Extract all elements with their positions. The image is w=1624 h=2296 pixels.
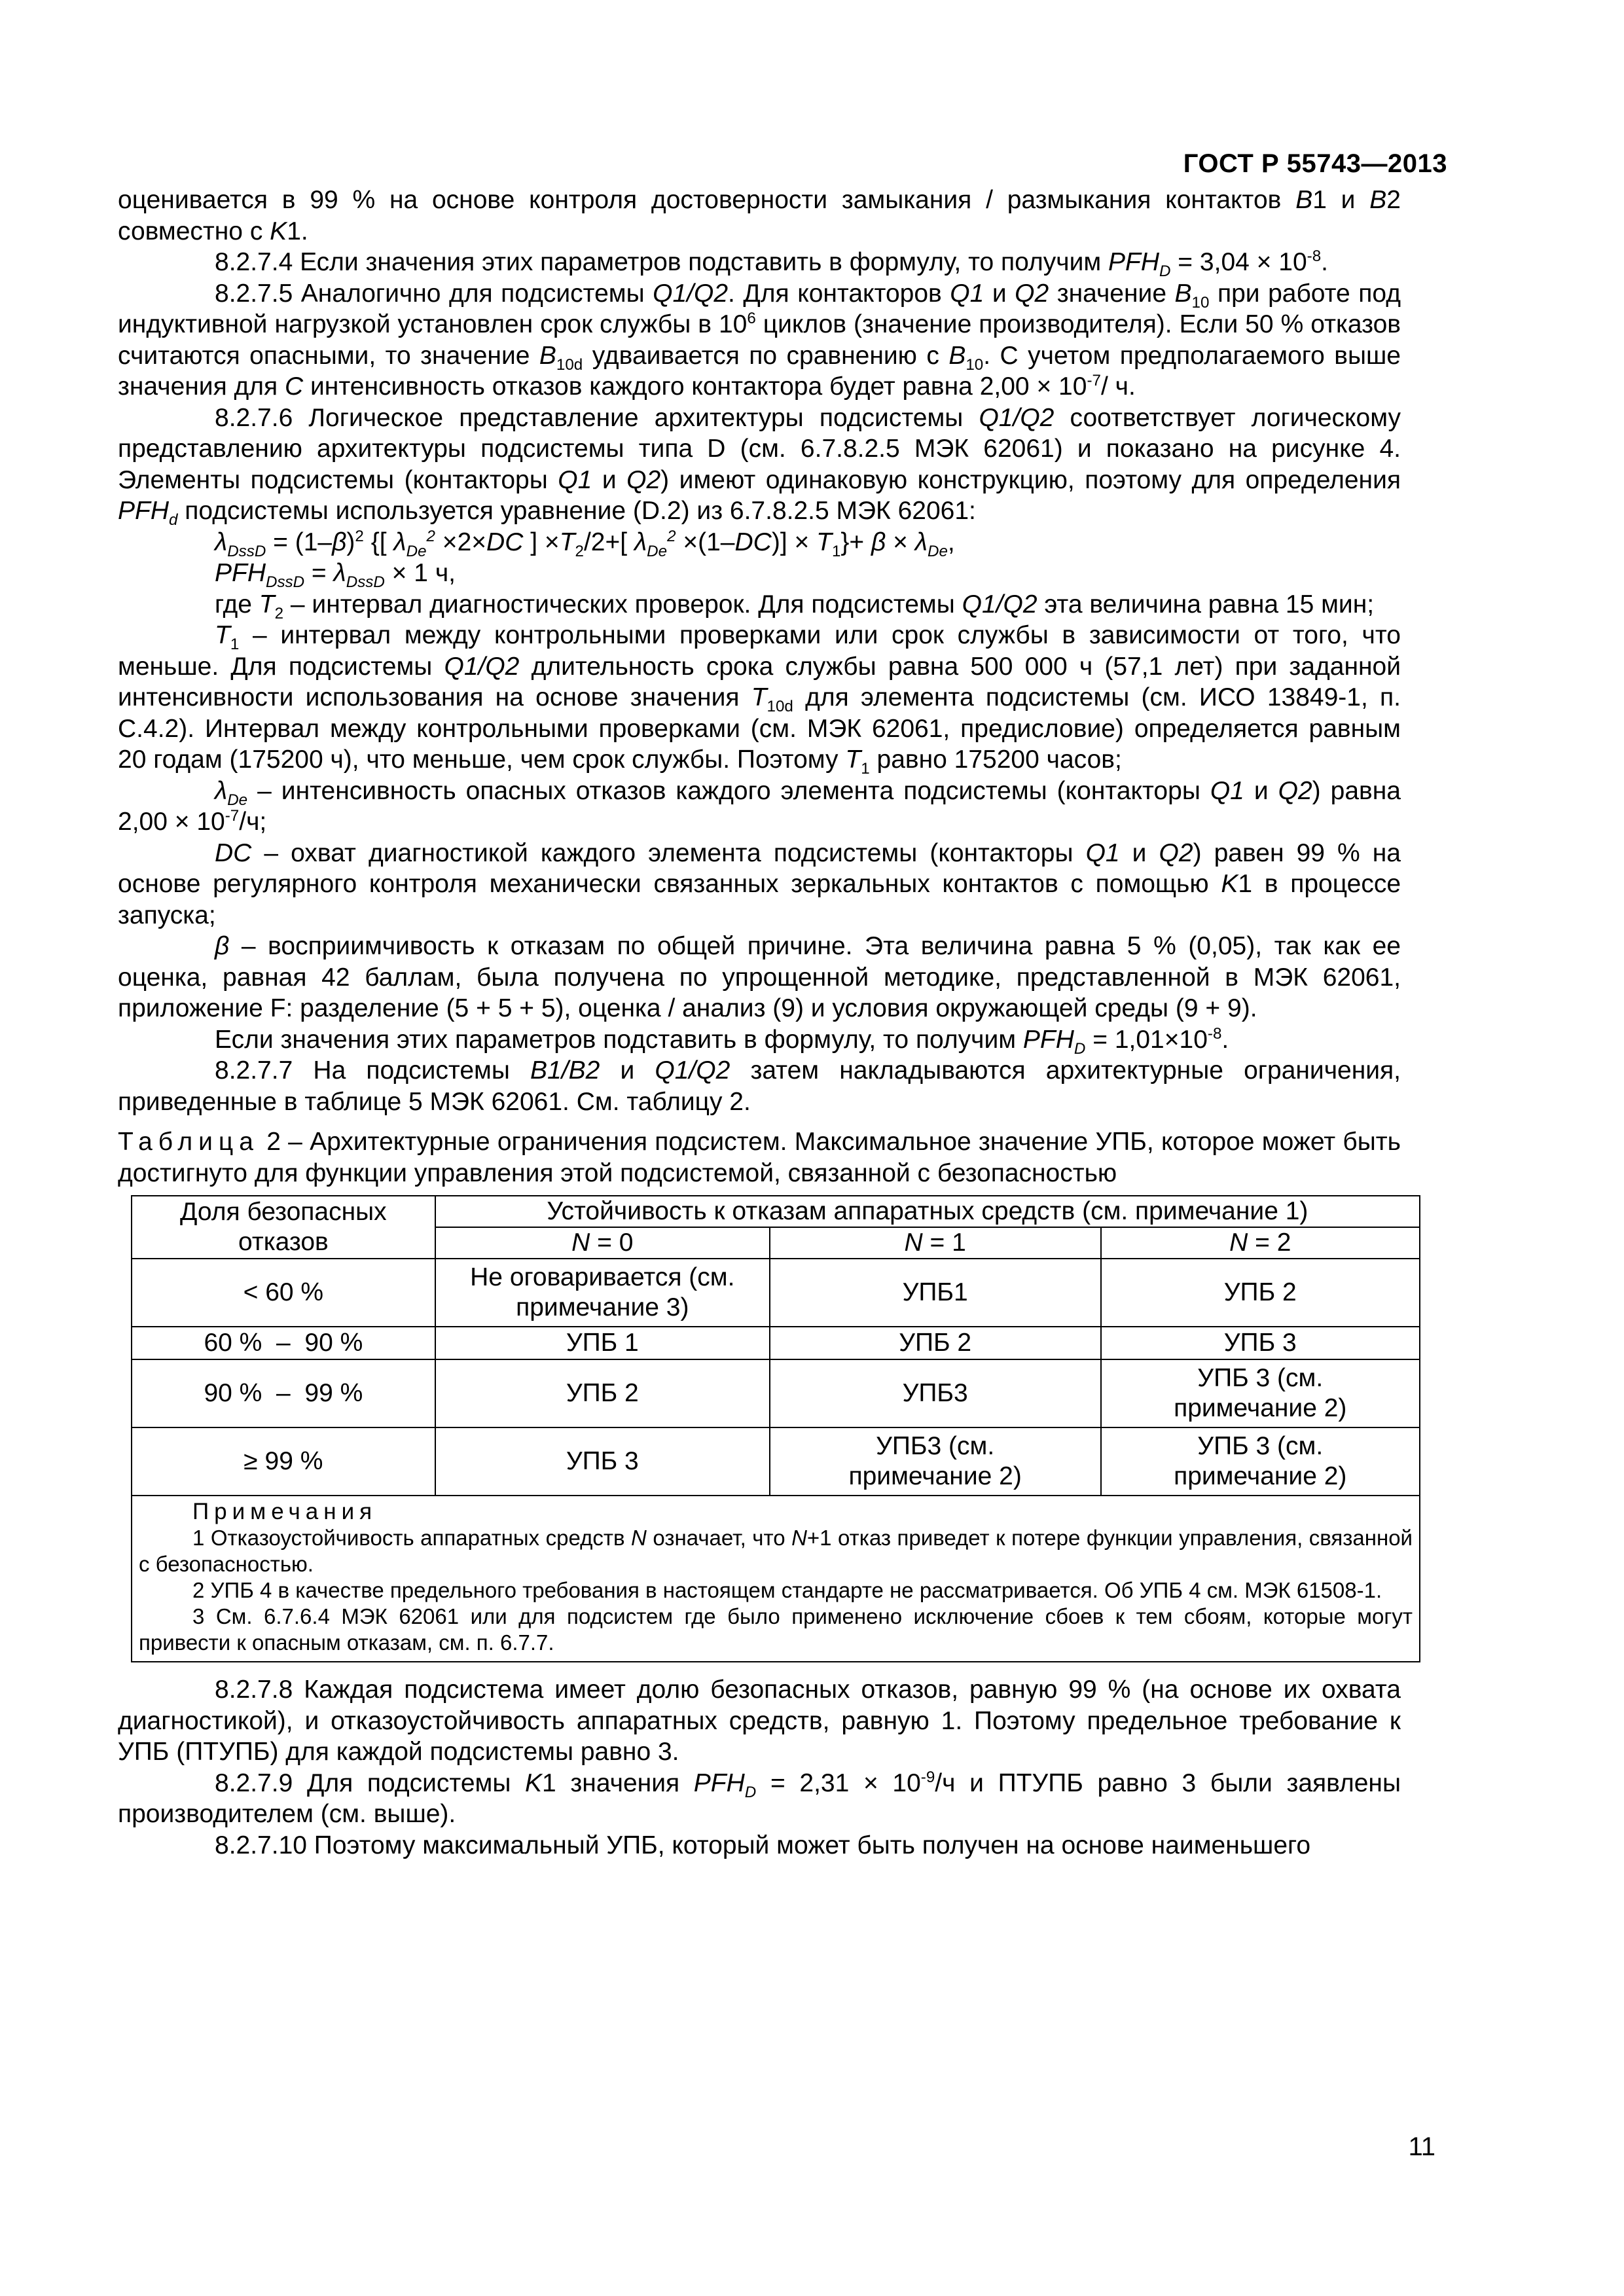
table-row [132, 1259, 1420, 1327]
table-cell: УПБ 2 [435, 1359, 770, 1427]
table-notes-row [132, 1496, 1420, 1662]
paragraph-8-2-7-8: 8.2.7.8 Каждая подсистема имеет долю безопасных отказов, равную 99 % (на основе их охвата диагностикой), и отказоустойчивость аппаратных средств, равную 1. Поэтому предельное требование к УПБ (ПТУПБ) для каждой подсистемы равно 3. [118, 1676, 1401, 1766]
table-cell: УПБ 1 [435, 1327, 770, 1359]
table-cell: 60 % – 90 % [132, 1327, 435, 1359]
paragraph-8-2-7-5: 8.2.7.5 Аналогично для подсистемы Q1/Q2. Для контакторов Q1 и Q2 значение $B_{10}$ при работе под индуктивной нагрузкой установлен срок службы в $10^6$ циклов (значение производителя). Если 50 % отказов считаются опасными, то значение $B_{10d}$ удваивается по сравнению с $B_{10}$. С учетом предполагаемого выше значения для C интенсивность отказов каждого контактора будет равна $2,00 \times 10^{-7}/$ ч. [118, 279, 1401, 401]
page-number: 11 [1408, 2132, 1435, 2161]
body-text [118, 185, 1413, 1861]
table-cell: УПБ3 [770, 1359, 1101, 1427]
paragraph-8-2-7-6: 8.2.7.6 Логическое представление архитектуры подсистемы Q1/Q2 соответствует логическому представлению архитектуры подсистемы типа D (см. 6.7.8.2.5 МЭК 62061) и показано на рисунке 4. Элементы подсистемы (контакторы Q1 и Q2) имеют одинаковую конструкцию, поэтому для определения $PFH_d$ подсистемы используется уравнение (D.2) из 6.7.8.2.5 МЭК 62061: [118, 403, 1401, 529]
table-cell: УПБ 3 [435, 1427, 770, 1496]
definition-lambda-de: $\lambda_{De}$ – интенсивность опасных отказов каждого элемента подсистемы (контакторы Q1 и Q2) равна $2,00 \times 10^{-7}/ч$; [118, 776, 1401, 836]
table-caption: Таблица 2 – Архитектурные ограничения подсистем. Максимальное значение УПБ, которое может быть достигнуто для функции управления этой подсистемой, связанной с безопасностью [118, 1128, 1401, 1187]
paragraph-8-2-7-4: 8.2.7.4 Если значения этих параметров подставить в формулу, то получим $PFH_D = 3,04 \times 10^{-8}$. [215, 247, 1328, 280]
table-cell: УПБ 3 (см. примечание 2) [1101, 1427, 1420, 1496]
table-cell: ≥ 99 % [132, 1427, 435, 1496]
table-cell: УПБ 3 (см. примечание 2) [1101, 1359, 1420, 1427]
header-n1: N = 1 [770, 1227, 1101, 1259]
definition-dc: DC – охват диагностикой каждого элемента подсистемы (контакторы Q1 и Q2) равен 99 % на основе регулярного контроля механически связанных зеркальных контактов с помощью K1 в процессе запуска; [118, 838, 1401, 929]
table-cell: УПБ 2 [1101, 1259, 1420, 1327]
paragraph-8-2-7-7: 8.2.7.7 На подсистемы B1/B2 и Q1/Q2 затем накладываются архитектурные ограничения, приведенные в таблице 5 МЭК 62061. См. таблицу 2. [118, 1056, 1401, 1116]
definition-beta: β – восприимчивость к отказам по общей причине. Эта величина равна 5 % (0,05), так как ее оценка, равная 42 баллам, была получена по упрощенной методике, представленной в МЭК 62061, приложение F: разделение (5 + 5 + 5), оценка / анализ (9) и условия окружающей среды (9 + 9). [118, 932, 1401, 1022]
table-cell: Не оговаривается (см. примечание 3) [435, 1259, 770, 1327]
table-cell: УПБ1 [770, 1259, 1101, 1327]
note-1: 1 Отказоустойчивость аппаратных средств N означает, что N+1 отказ приведет к потере функции управления, связанной с безопасностью. [139, 1526, 1413, 1576]
paragraph-8-2-7-10: 8.2.7.10 Поэтому максимальный УПБ, который может быть получен на основе наименьшего [215, 1831, 1311, 1859]
table-row [132, 1427, 1420, 1496]
architecture-constraints-table [131, 1195, 1420, 1662]
table-cell: 90 % – 99 % [132, 1359, 435, 1427]
table-cell: УПБ 3 [1101, 1327, 1420, 1359]
header-n2: N = 2 [1101, 1227, 1420, 1259]
paragraph-continuation: оценивается в 99 % на основе контроля достоверности замыкания / размыкания контактов B1 и B2 совместно с K1. [118, 186, 1401, 245]
header-hardware-fault-tolerance: Устойчивость к отказам аппаратных средств (см. примечание 1) [435, 1196, 1420, 1227]
table-notes [132, 1496, 1420, 1662]
definition-t2: где $T_2$ – интервал диагностических проверок. Для подсистемы Q1/Q2 эта величина равна 15 мин; [215, 590, 1375, 622]
table-cell: УПБ 2 [770, 1327, 1101, 1359]
definition-t1: $T_1$ – интервал между контрольными проверками или срок службы в зависимости от того, что меньше. Для подсистемы Q1/Q2 длительность срока службы равна 500 000 ч (57,1 лет) при заданной интенсивности использования на основе значения $T_{10d}$ для элемента подсистемы (см. ИСО 13849-1, п. С.4.2). Интервал между контрольными проверками (см. МЭК 62061, предисловие) определяется равным 20 годам (175200 ч), что меньше, чем срок службы. Поэтому $T_1$ равно 175200 часов; [118, 621, 1401, 778]
notes-title: Примечания [192, 1499, 378, 1524]
table-row [132, 1359, 1420, 1427]
table-row [132, 1327, 1420, 1359]
formula-lambda-dssd: $\lambda_{DssD} = (1-\beta)^2$ {[ $\lambda_{De}^2 \times 2\times DC$ ] $\times T_2/2+$[ $\lambda_{De}^2 \times(1-DC)] \times T_1\}+ \beta \times \lambda_{De}$, [215, 527, 955, 560]
formula-pfh-dssd: $PFH_{DssD} = \lambda_{DssD} \times 1$ ч, [215, 559, 456, 591]
result-pfh: Если значения этих параметров подставить в формулу, то получим $PFH_D = 1,01\times 10^{-8}$. [215, 1024, 1229, 1058]
table-header-row [132, 1196, 1420, 1227]
table-cell: УПБ3 (см. примечание 2) [770, 1427, 1101, 1496]
header-n0: N = 0 [435, 1227, 770, 1259]
paragraph-8-2-7-9: 8.2.7.9 Для подсистемы K1 значения $PFH_D = 2,31 \times 10^{-9}/ч$ и ПТУПБ равно 3 были заявлены производителем (см. выше). [118, 1768, 1401, 1828]
table-cell: < 60 % [132, 1259, 435, 1327]
note-2: 2 УПБ 4 в качестве предельного требования в настоящем стандарте не рассматривается. Об УПБ 4 см. МЭК 61508-1. [192, 1578, 1382, 1602]
note-3: 3 См. 6.7.6.4 МЭК 62061 или для подсистем где было применено исключение сбоев к тем сбоям, которые могут привести к опасным отказам, см. п. 6.7.7. [139, 1604, 1413, 1655]
header-safe-failure-fraction: Доля безопасных отказов [132, 1196, 435, 1259]
standard-header: ГОСТ Р 55743—2013 [1183, 149, 1447, 178]
